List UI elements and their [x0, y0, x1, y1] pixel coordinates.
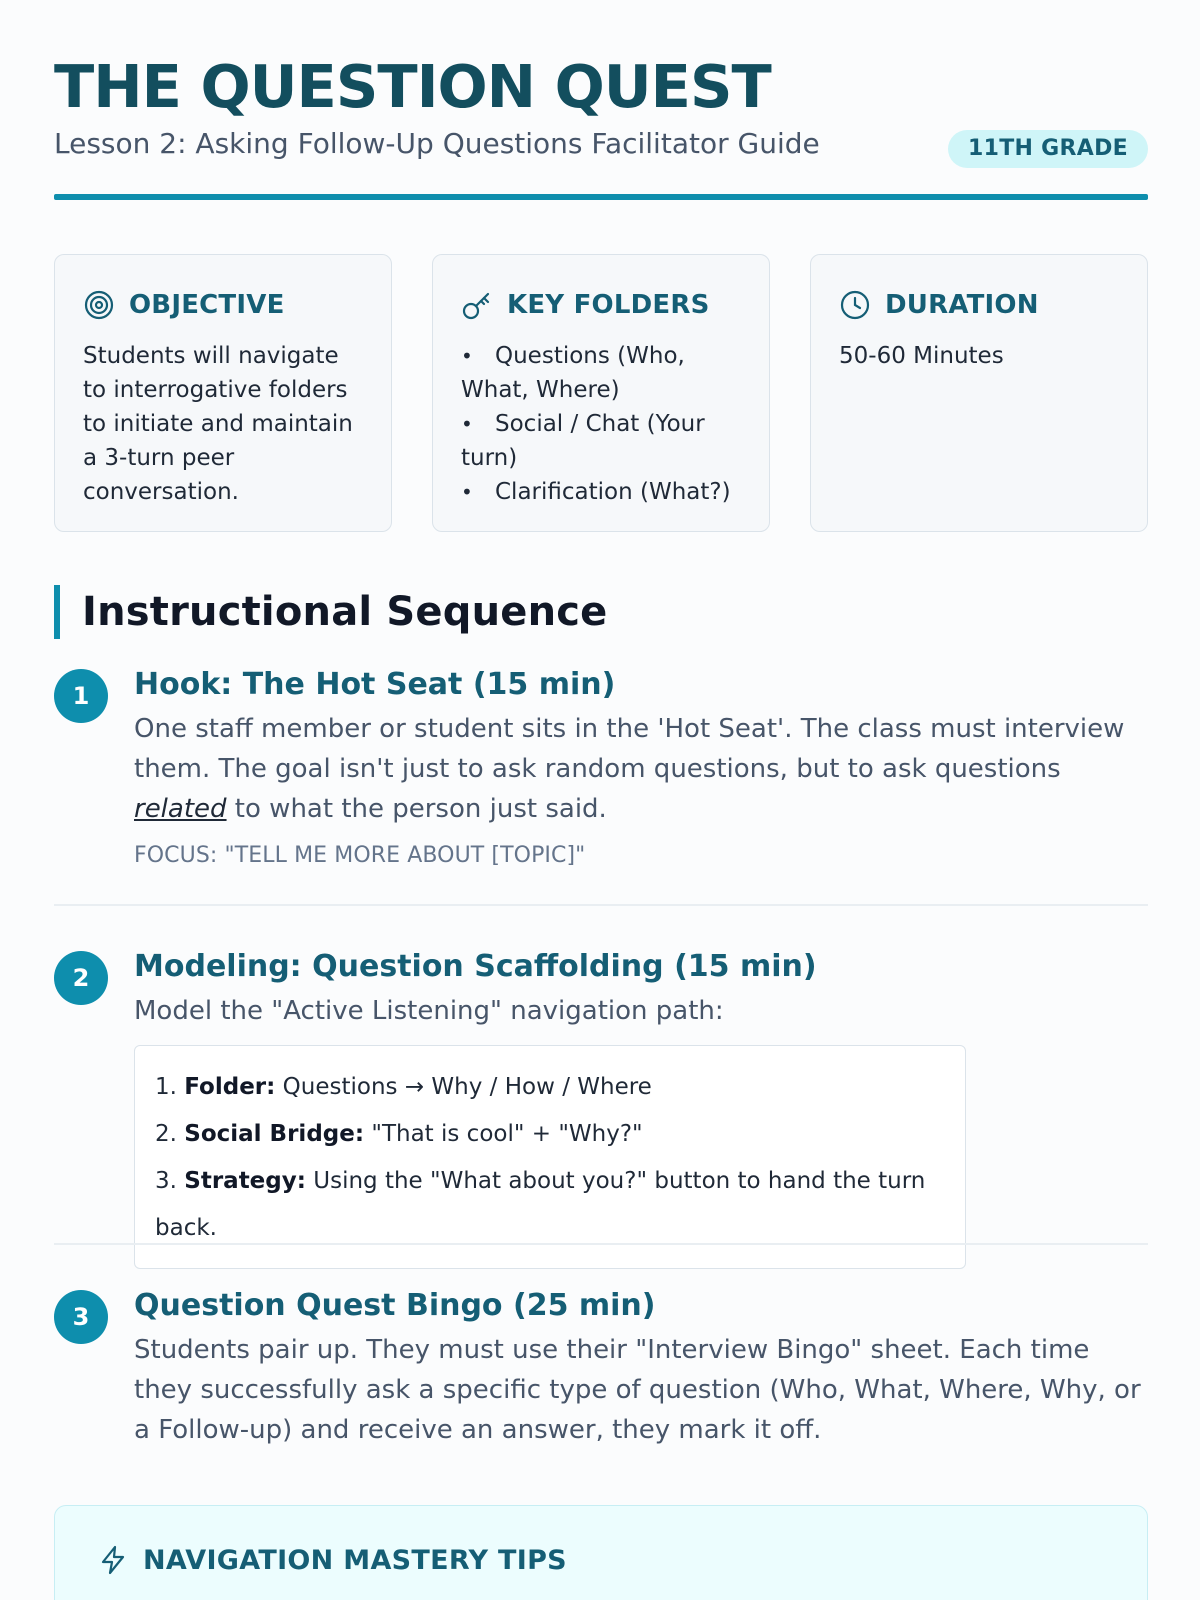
page-subtitle: Lesson 2: Asking Follow-Up Questions Facilitator Guide	[54, 127, 820, 160]
step-description: One staff member or student sits in the 'Hot Seat'. The class must interview them. The goal isn't just to ask random questions, but to ask questions related to what the person just said.	[134, 714, 1125, 824]
clock-icon	[839, 289, 871, 321]
key-folders-card	[432, 254, 770, 532]
duration-text: 50-60 Minutes	[839, 343, 1004, 369]
step-divider	[54, 904, 1148, 906]
folder-item: • Social / Chat (Your turn)	[461, 411, 705, 471]
step-divider	[54, 1243, 1148, 1245]
step-title: Modeling: Question Scaffolding (15 min)	[134, 949, 817, 984]
key-folders-list	[461, 339, 741, 509]
target-icon	[83, 289, 115, 321]
step-description: Students pair up. They must use their "Interview Bingo" sheet. Each time they successfully ask a specific type of question (Who, What, Where, Why, or a Follow-up) and receive an answer, they mark it off.	[134, 1335, 1141, 1445]
page-header	[54, 52, 1148, 161]
duration-title: DURATION	[885, 290, 1039, 320]
step-title: Question Quest Bingo (25 min)	[134, 1288, 656, 1323]
summary-cards	[54, 254, 1148, 532]
page-title: THE QUESTION QUEST	[54, 52, 771, 121]
step-title: Hook: The Hot Seat (15 min)	[134, 667, 616, 702]
step-description: Model the "Active Listening" navigation path:	[134, 996, 724, 1026]
path-item: 3. Strategy: Using the "What about you?" button to hand the turn back.	[155, 1168, 926, 1241]
tips-title: NAVIGATION MASTERY TIPS	[143, 1544, 567, 1576]
header-divider	[54, 194, 1148, 200]
grade-badge: 11TH GRADE	[948, 130, 1148, 168]
path-item: 2. Social Bridge: "That is cool" + "Why?"	[155, 1121, 643, 1147]
navigation-tips-panel	[54, 1505, 1148, 1600]
step-number-badge: 3	[54, 1290, 108, 1344]
navigation-path-box	[134, 1045, 966, 1269]
step-number-badge: 1	[54, 669, 108, 723]
objective-card	[54, 254, 392, 532]
folder-item: • Questions (Who, What, Where)	[461, 343, 685, 403]
folder-item: • Clarification (What?)	[461, 479, 731, 505]
objective-text: Students will navigate to interrogative folders to initiate and maintain a 3-turn peer conversation.	[83, 343, 353, 505]
path-item: 1. Folder: Questions → Why / How / Where	[155, 1074, 652, 1100]
step-focus: FOCUS: "TELL ME MORE ABOUT [TOPIC]"	[134, 843, 586, 868]
duration-card	[810, 254, 1148, 532]
emphasis-text: related	[134, 794, 227, 824]
section-heading: Instructional Sequence	[54, 585, 608, 639]
key-icon	[461, 289, 493, 321]
key-folders-title: KEY FOLDERS	[507, 290, 710, 320]
objective-title: OBJECTIVE	[129, 290, 285, 320]
lightning-icon	[97, 1544, 129, 1576]
step-number-badge: 2	[54, 951, 108, 1005]
